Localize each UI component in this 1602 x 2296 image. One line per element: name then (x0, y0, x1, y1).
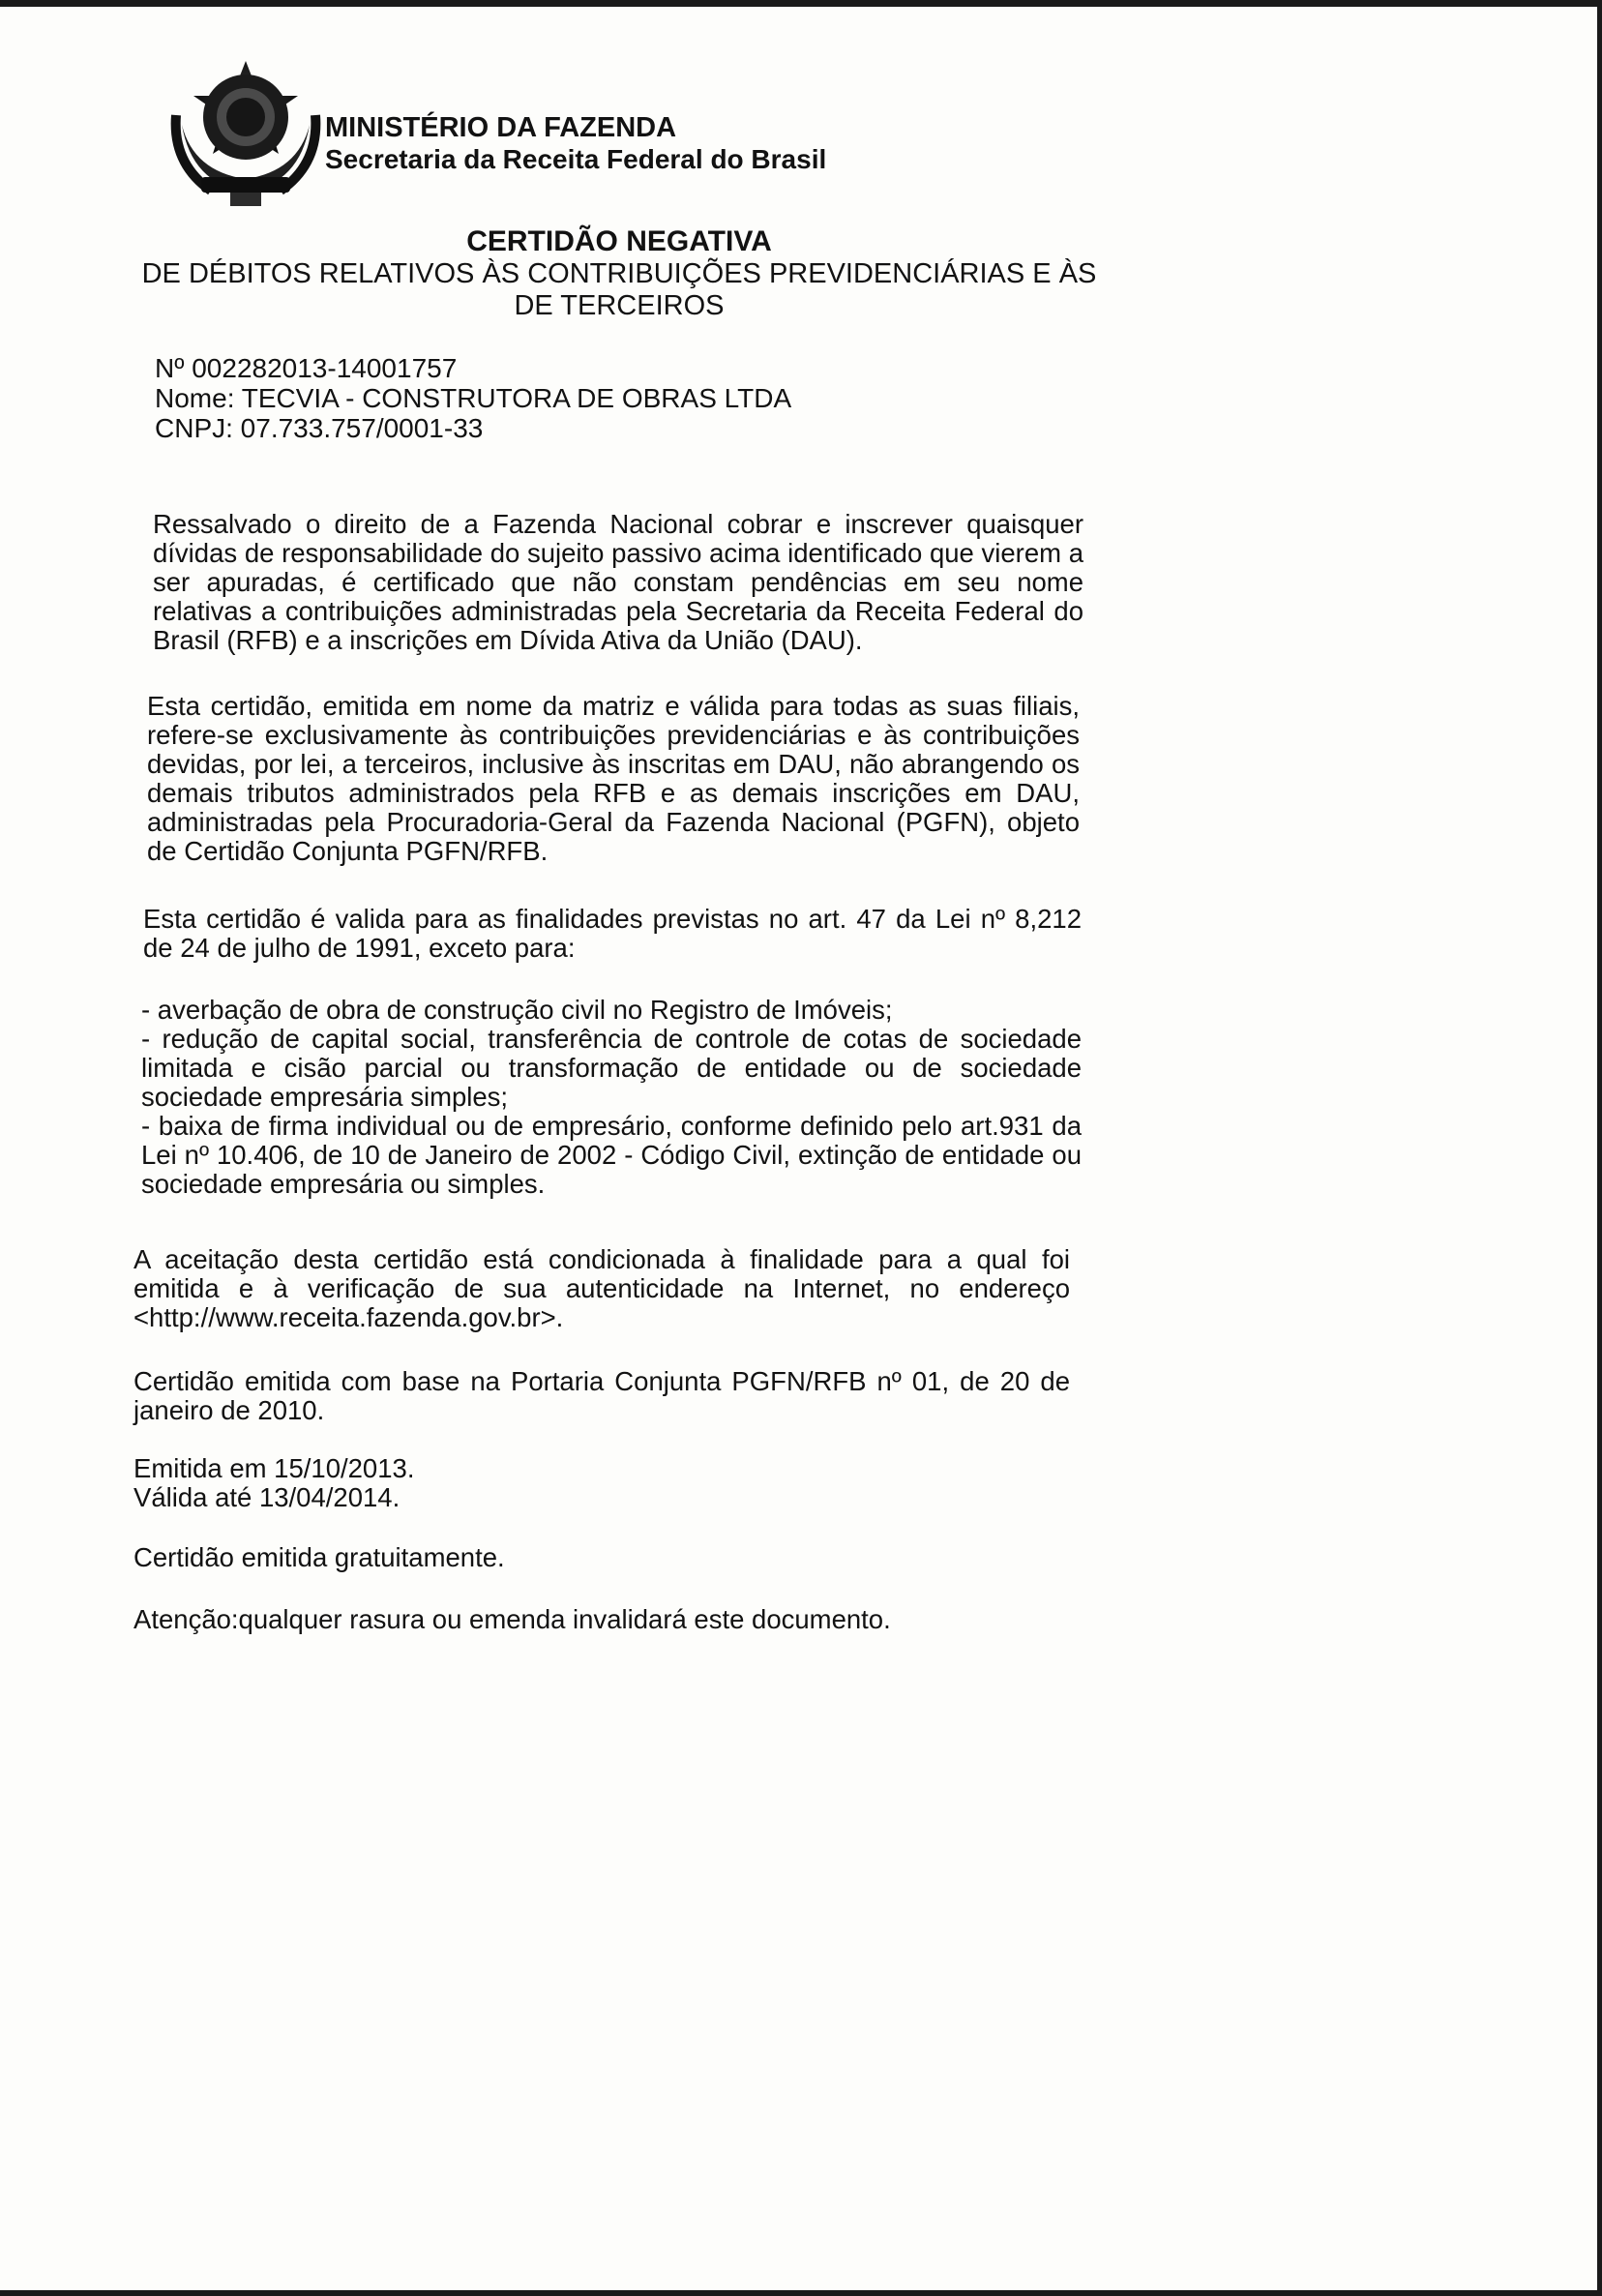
free-of-charge-note: Certidão emitida gratuitamente. (134, 1542, 505, 1572)
certificate-title (116, 225, 1122, 322)
paragraph-scope: Esta certidão, emitida em nome da matriz e válida para todas as suas filiais, refere-se exclusivamente às contribuições previdenciárias e às contribuições devidas, por lei, a terceiros, inclusive às inscritas em DAU, não abrangendo os demais tributos administrados pela RFB e as demais inscrições em DAU, administradas pela Procuradoria-Geral da Fazenda Nacional (PGFN), objeto de Certidão Conjunta PGFN/RFB. (147, 691, 1080, 866)
title-main: CERTIDÃO NEGATIVA (466, 225, 772, 257)
company-cnpj: CNPJ: 07.733.757/0001-33 (155, 413, 484, 443)
exception-item: - baixa de firma individual ou de empresário, conforme definido pelo art.931 da Lei nº 10.406, de 10 de Janeiro de 2002 - Código Civil, extinção de entidade ou sociedade empresária ou simples. (141, 1111, 1082, 1199)
warning-note: Atenção:qualquer rasura ou emenda invalidará este documento. (134, 1604, 891, 1634)
company-name: Nome: TECVIA - CONSTRUTORA DE OBRAS LTDA (155, 383, 792, 413)
paragraph-legal-basis: Certidão emitida com base na Portaria Conjunta PGFN/RFB nº 01, de 20 de janeiro de 2010. (134, 1366, 1070, 1425)
coat-of-arms-seal (163, 57, 329, 210)
dates-block (134, 1454, 811, 1512)
secretaria-name: Secretaria da Receita Federal do Brasil (325, 144, 827, 174)
issued-date: Emitida em 15/10/2013. (134, 1453, 415, 1483)
title-subtitle-line1: DE DÉBITOS RELATIVOS ÀS CONTRIBUIÇÕES PREVIDENCIÁRIAS E ÀS (141, 258, 1097, 289)
title-subtitle-line2: DE TERCEIROS (514, 290, 725, 321)
exception-item: - averbação de obra de construção civil no Registro de Imóveis; (141, 995, 893, 1025)
valid-until-date: Válida até 13/04/2014. (134, 1482, 400, 1512)
paragraph-acceptance: A aceitação desta certidão está condicionada à finalidade para a qual foi emitida e à verificação de sua autenticidade na Internet, no endereço <http://www.receita.fazenda.gov.br>. (134, 1244, 1070, 1332)
exception-item: - redução de capital social, transferência de controle de cotas de sociedade limitada e cisão parcial ou transformação de entidade ou de sociedade sociedade empresária simples; (141, 1024, 1082, 1112)
certificate-number: Nº 002282013-14001757 (155, 353, 458, 383)
paragraph-reservation: Ressalvado o direito de a Fazenda Nacional cobrar e inscrever quaisquer dívidas de responsabilidade do sujeito passivo acima identificado que vierem a ser apuradas, é certificado que não constam pendências em seu nome relativas a contribuições administradas pela Secretaria da Receita Federal do Brasil (RFB) e a inscrições em Dívida Ativa da União (DAU). (153, 509, 1083, 655)
exceptions-list (141, 996, 1082, 1199)
identification-block (155, 353, 791, 443)
header (325, 111, 826, 175)
paragraph-validity: Esta certidão é valida para as finalidades previstas no art. 47 da Lei nº 8,212 de 24 de julho de 1991, exceto para: (143, 904, 1082, 963)
ministry-name: MINISTÉRIO DA FAZENDA (325, 112, 677, 143)
